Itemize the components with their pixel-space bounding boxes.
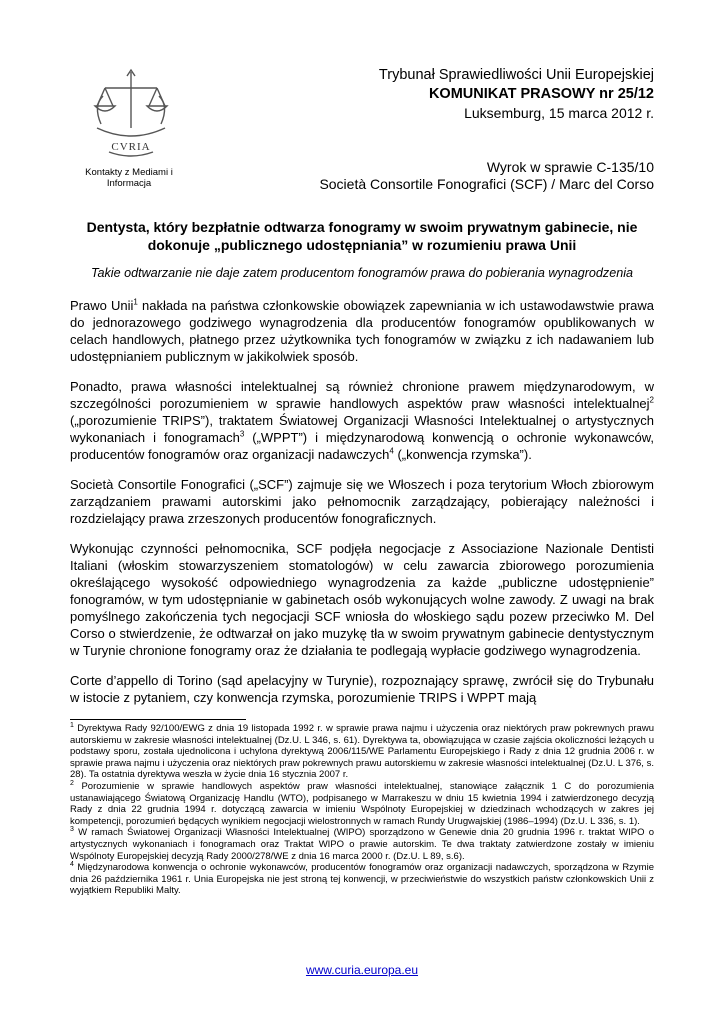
footnotes [70,723,654,897]
paragraph: Wykonując czynności pełnomocnika, SCF podjęła negocjacje z Associazione Nazionale Dentisti Italiani (włoskim stowarzyszeniem stomatologów) w celu zawarcia zbiorowego porozumienia określającego wysokość odpowiedniego wynagrodzenia za każde „publiczne udostępnienie” fonogramów, w tym udostępnianie w gabinetach osób wykonujących wolne zawody. Z uwagi na brak pomyślnego zakończenia tych negocjacji SCF wniosła do włoskiego sądu pozew przeciwko M. Del Corso o stwierdzenie, że odtwarzał on jako muzykę tła w swoim prywatnym gabinecie dentystycznym w Turynie chronione fonogramy oraz że działania te podlegają wypłacie godziwego wynagrodzenia. [70,541,654,658]
headline: Dentysta, który bezpłatnie odtwarza fonogramy w swoim prywatnym gabinecie, nie dokonuje „publicznego udostępniania” w rozumieniu prawa Unii [86,219,638,253]
footnote: $^4$ Międzynarodowa konwencja o ochronie wykonawców, producentów fonogramów oraz organizacji nadawczych, sporządzona w Rzymie dnia 26 października 1961 r. Unia Europejska nie jest stroną tej konwencji, w przeciwieństwie do wszystkich państw członkowskich Unii z wyjątkiem Republiki Malty. [70,860,654,897]
paragraph: Corte d’appello di Torino (sąd apelacyjny w Turynie), rozpoznający sprawę, zwrócił się do Trybunału w istocie z pytaniem, czy konwencja rzymska, porozumienie TRIPS i WPPT mają [70,673,654,705]
paragraph: Società Consortile Fonografici („SCF”) zajmuje się we Włoszech i poza terytorium Włoch zbiorowym zarządzaniem prawami autorskimi jako pełnomocnik zarządzający, pobierający należności i rozdzielający prawa zrzeszonych producentów fonograficznych. [70,477,654,526]
press-release-number: KOMUNIKAT PRASOWY nr 25/12 [428,86,654,102]
footnote-ref: 3 [239,429,245,439]
body-text [70,297,654,719]
footnote-divider [70,719,246,720]
curia-website-link[interactable]: www.curia.europa.eu [305,963,419,977]
case-parties: Società Consortile Fonografici (SCF) / Marc del Corso [319,176,654,192]
footnote-ref: 4 [389,446,394,456]
curia-logo [83,66,179,162]
judgment-number: Wyrok w sprawie C-135/10 [486,159,654,175]
footnote: $^3$ W ramach Światowej Organizacji Własności Intelektualnej (WIPO) sporządzono w Genewie dnia 20 grudnia 1996 r. traktat WIPO o artystycznych wykonaniach i fonogramach oraz Traktat WIPO o prawie autorskim. Te dwa traktaty zatwierdzone zostały w imieniu Wspólnoty Europejskiej decyzją Rady 2000/278/WE z dnia 16 marca 2000 r. (Dz.U. L 89, s.6). [70,826,654,862]
subheadline: Takie odtwarzanie nie daje zatem producentom fonogramów prawa do pobierania wynagrodzenia [90,266,634,280]
footnote-ref: 1 [133,297,138,307]
footnote: $^1$ Dyrektywa Rady 92/100/EWG z dnia 19 listopada 1992 r. w sprawie prawa najmu i użyczenia oraz niektórych praw pokrewnych prawu autorskiemu w zakresie własności intelektualnej (Dz.U. L 346, s. 61). Dyrektywa ta, obowiązująca w czasie zajścia okoliczności leżących u podstawy sporu, została ujednolicona i uchylona dyrektywą 2006/115/WE Parlamentu Europejskiego i Rady z dnia 12 grudnia 2006 r. w sprawie prawa najmu i użyczenia oraz niektórych praw pokrewnych prawu autorskiemu w zakresie własności intelektualnej (Dz.U. L 376, s. 28). Ta ostatnia dyrektywa weszła w życie dnia 16 stycznia 2007 r. [70,721,654,781]
footnote-ref: 2 [649,395,654,405]
media-contact-label: Kontakty z Mediami i Informacja [85,167,173,189]
header [379,66,654,123]
footer [0,963,724,977]
scales-of-justice-icon [83,66,179,162]
footnote: $^2$ Porozumienie w sprawie handlowych aspektów praw własności intelektualnej, stanowiące załącznik 1 C do porozumienia ustanawiającego Światową Organizację Handlu (WTO), podpisanego w Marrakeszu w dniu 15 kwietnia 1994 i zatwierdzonego decyzją Rady z dnia 22 grudnia 1994 r. dotyczącą zawarcia w imieniu Wspólnoty Europejskiej w dziedzinach wchodzących w zakres jej kompetencji, porozumień będących wynikiem negocjacji wielostronnych w ramach Rundy Urugwajskiej (1986–1994) (Dz.U. L 336, s. 1). [70,779,654,827]
case-reference [319,159,654,193]
svg-text:CVRIA: CVRIA [111,141,151,153]
place-date: Luksemburg, 15 marca 2012 r. [464,105,654,121]
institution-name: Trybunał Sprawiedliwości Unii Europejskiej [378,67,654,83]
paragraph: Ponadto, prawa własności intelektualnej są również chronione prawem międzynarodowym, w szczególności porozumieniem w sprawie handlowych aspektów praw własności intelektualnej$^2$ („porozumienie TRIPS”), traktatem Światowej Organizacji Własności Intelektualnej o artystycznych wykonaniach i fonogramach$^3$ („WPPT”) i międzynarodową konwencją o ochronie wykonawców, producentów fonogramów oraz organizacji nadawczych$^4$ („konwencja rzymska”). [70,379,654,462]
paragraph: Prawo Unii$^1$ nakłada na państwa członkowskie obowiązek zapewniania w ich ustawodawstwie prawa do jednorazowego godziwego wynagrodzenia dla producentów fonogramów opublikowanych w celach handlowych, płatnego przez użytkownika tych fonogramów w związku z ich nadawaniem lub udostępnianiem publicznym w jakikolwiek sposób. [70,297,654,364]
